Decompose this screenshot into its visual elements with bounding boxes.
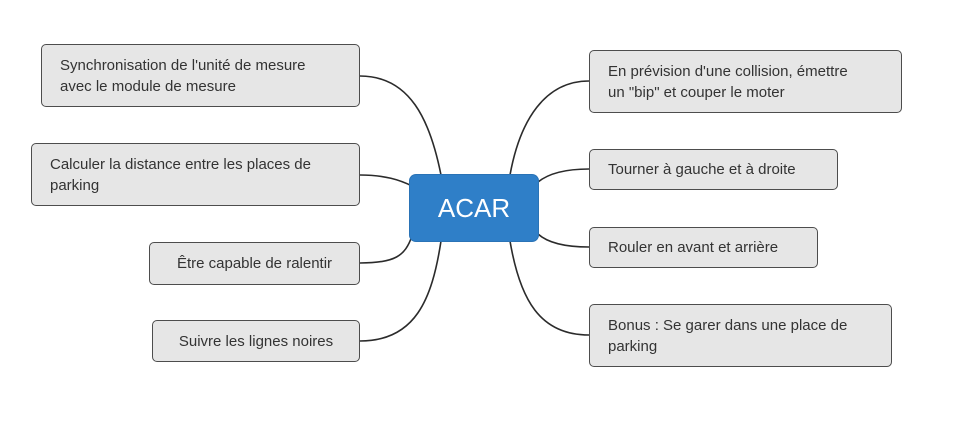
connector-lines [360, 241, 441, 341]
topic-slow-down[interactable] [149, 242, 360, 285]
topic-turn-left-right[interactable] [589, 149, 838, 190]
topic-line: Rouler en avant et arrière [608, 239, 779, 256]
topic-line: avec le module de mesure [60, 77, 236, 95]
topic-collision-beep[interactable] [589, 50, 902, 113]
topic-line: un "bip" et couper le moter [608, 83, 785, 101]
connector-turn [538, 169, 589, 182]
topic-line: Tourner à gauche et à droite [608, 161, 796, 178]
topic-line: Suivre les lignes noires [178, 332, 334, 350]
topic-bonus-parking[interactable] [589, 304, 892, 367]
topic-follow-lines[interactable] [152, 320, 360, 362]
connector-bonus [510, 241, 589, 335]
central-topic-label: ACAR [437, 192, 511, 223]
topic-line: parking [50, 176, 100, 194]
topic-line: Calculer la distance entre les places de [50, 155, 311, 173]
topic-line: parking [608, 337, 658, 355]
central-topic[interactable] [410, 175, 538, 241]
topic-compute-distance[interactable] [31, 143, 360, 206]
topic-line: En prévision d'une collision, émettre [608, 62, 848, 80]
topic-sync-measurement[interactable] [41, 44, 360, 107]
connector-distance [360, 175, 412, 186]
topic-drive-forward-backward[interactable] [589, 227, 818, 268]
connector-roll [538, 234, 589, 247]
connector-slow [360, 236, 412, 263]
topic-line: Bonus : Se garer dans une place de [608, 316, 848, 334]
connector-bip [510, 81, 589, 175]
connector-sync [360, 76, 441, 175]
topic-line: Synchronisation de l'unité de mesure [60, 56, 306, 74]
topic-line: Être capable de ralentir [176, 255, 333, 272]
